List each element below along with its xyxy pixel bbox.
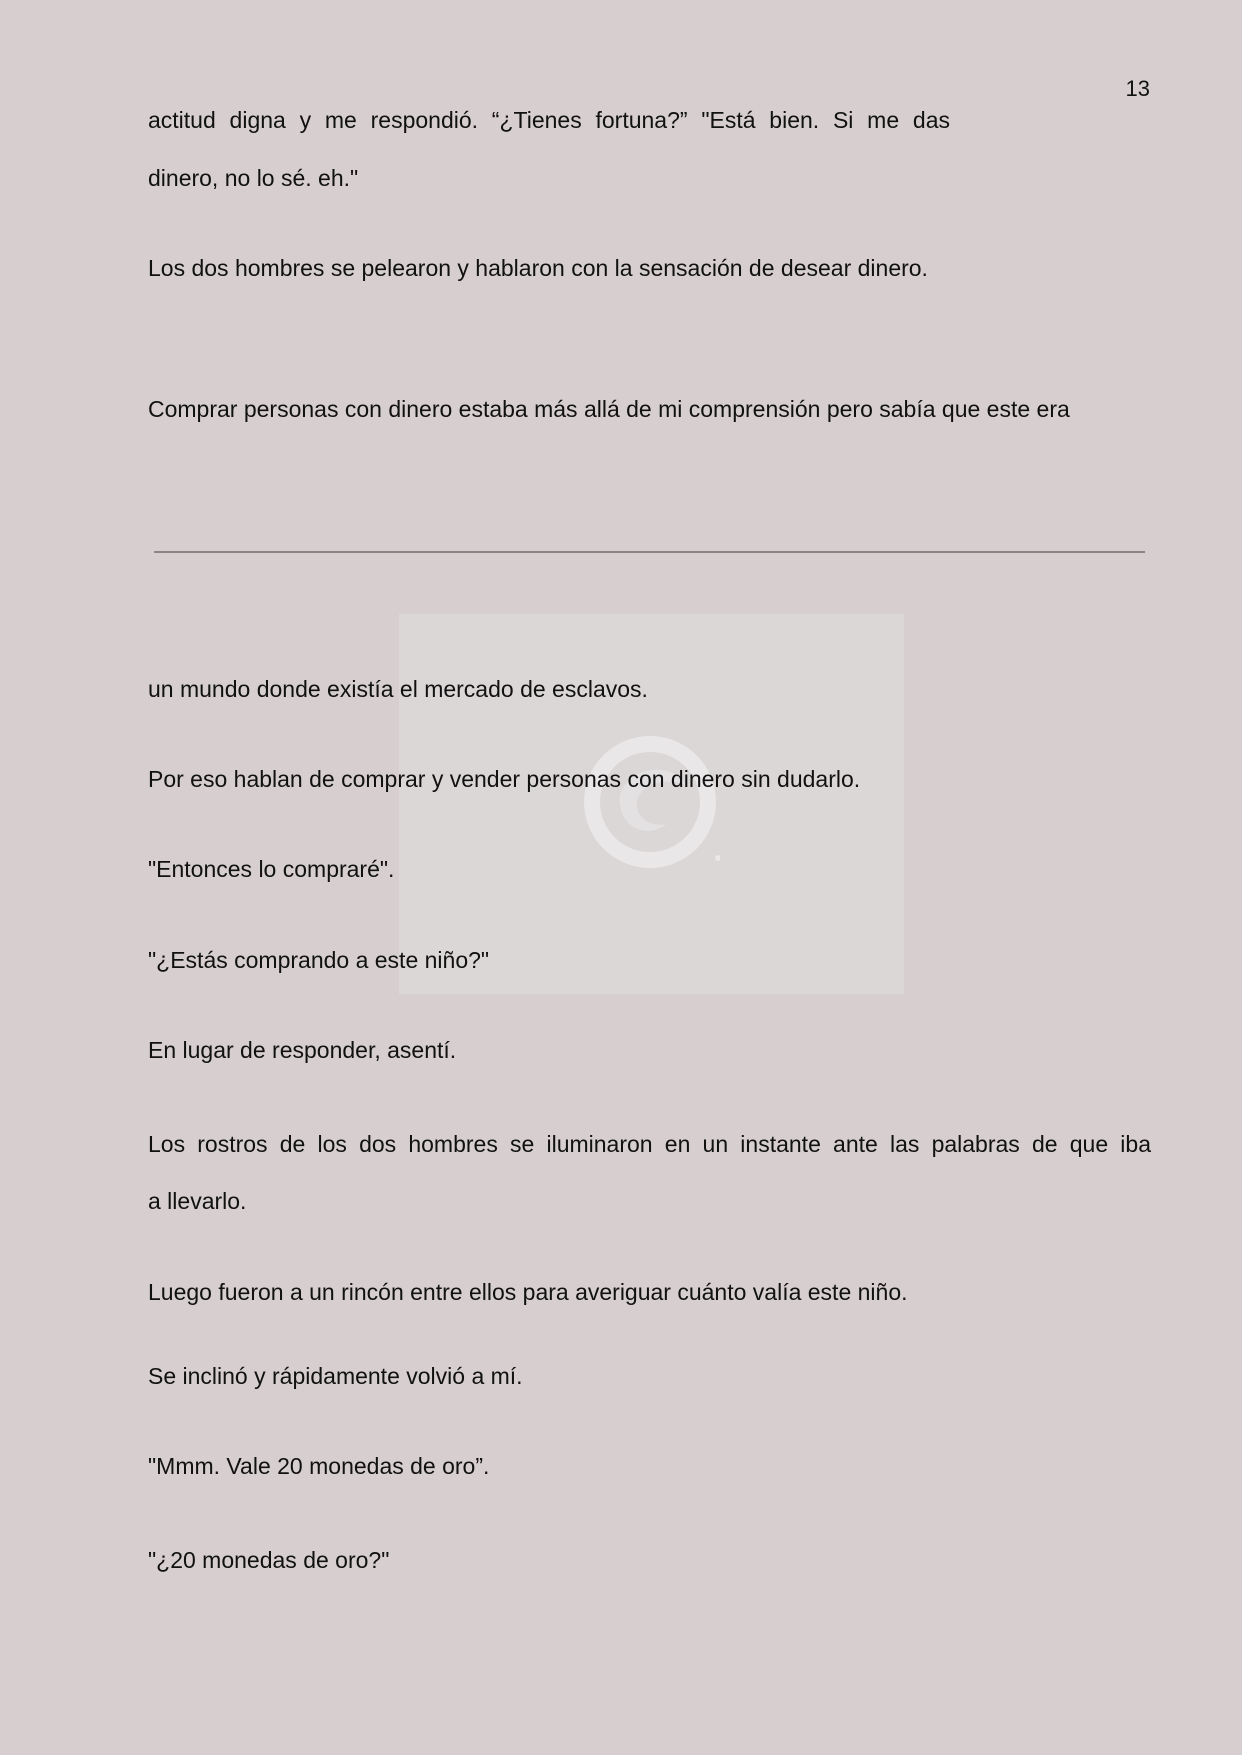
paragraph-line: Se inclinó y rápidamente volvió a mí. xyxy=(148,1363,523,1389)
paragraph-line: "Entonces lo compraré". xyxy=(148,856,395,882)
page-divider xyxy=(154,551,1145,553)
swirl-logo-icon xyxy=(580,732,720,872)
paragraph-line: Los rostros de los dos hombres se iluminaron en un instante ante las palabras de que iba xyxy=(148,1131,1151,1157)
paragraph-line: a llevarlo. xyxy=(148,1188,247,1214)
paragraph-line: Luego fueron a un rincón entre ellos para averiguar cuánto valía este niño. xyxy=(148,1279,908,1305)
paragraph-line: Los dos hombres se pelearon y hablaron con la sensación de desear dinero. xyxy=(148,255,928,281)
page-number: 13 xyxy=(1125,76,1150,101)
paragraph-line: "¿Estás comprando a este niño?" xyxy=(148,947,490,973)
paragraph-line: "¿20 monedas de oro?" xyxy=(148,1547,390,1573)
paragraph-line: En lugar de responder, asentí. xyxy=(148,1037,457,1063)
paragraph-line: dinero, no lo sé. eh." xyxy=(148,165,359,191)
paragraph-line: Comprar personas con dinero estaba más allá de mi comprensión pero sabía que este era xyxy=(148,396,1070,422)
paragraph-line: actitud digna y me respondió. “¿Tienes fortuna?” "Está bien. Si me das xyxy=(148,107,950,133)
paragraph-line: "Mmm. Vale 20 monedas de oro”. xyxy=(148,1453,490,1479)
paragraph-line: un mundo donde existía el mercado de esclavos. xyxy=(148,676,648,702)
paragraph-line: Por eso hablan de comprar y vender personas con dinero sin dudarlo. xyxy=(148,766,861,792)
watermark xyxy=(399,614,904,994)
